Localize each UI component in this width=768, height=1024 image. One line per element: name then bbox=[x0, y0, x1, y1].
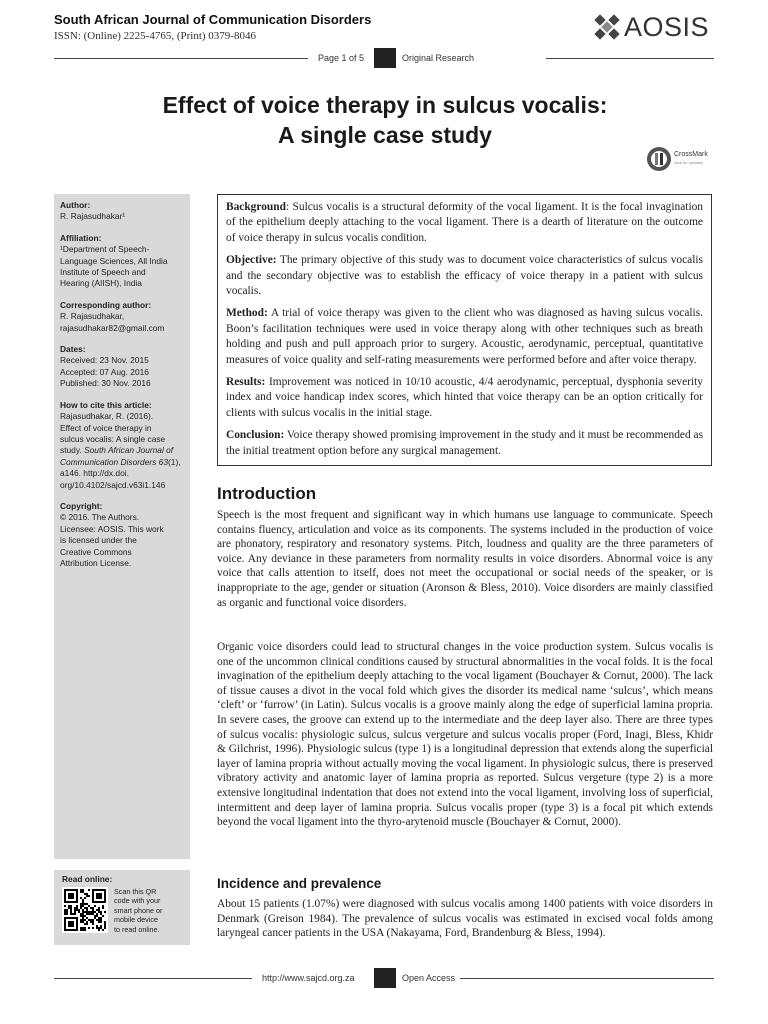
citation-doi[interactable]: (1), a146. http://dx.doi. org/10.4102/sajcd.v63i1.146 bbox=[60, 456, 181, 490]
footer-block bbox=[374, 968, 396, 988]
method-label: Method: bbox=[226, 307, 268, 320]
incidence-heading: Incidence and prevalence bbox=[217, 876, 382, 891]
journal-url[interactable]: http://www.sajcd.org.za bbox=[262, 973, 355, 983]
dates-text: Received: 23 Nov. 2015 Accepted: 07 Aug. 2016 Published: 30 Nov. 2016 bbox=[60, 355, 151, 389]
citation-journal: South African Journal of Communication Disorders 63 bbox=[60, 445, 174, 467]
conclusion-label: Conclusion: bbox=[226, 429, 285, 442]
conclusion-text: Voice therapy showed promising improvement in the study and it must be recommended as the initial treatment option before any surgical management. bbox=[226, 429, 703, 457]
dates-label: Dates: bbox=[60, 344, 86, 355]
read-online-box bbox=[54, 870, 190, 945]
affiliation-text: ¹Department of Speech- Language Sciences, All India Institute of Speech and Hearing (AIISH), India bbox=[60, 244, 168, 289]
citation-text bbox=[60, 411, 184, 491]
divider bbox=[54, 58, 308, 59]
divider bbox=[54, 978, 252, 979]
affiliation-block bbox=[60, 233, 184, 290]
affiliation-label: Affiliation: bbox=[60, 232, 102, 243]
page-header-bar bbox=[54, 48, 714, 68]
corresponding-block bbox=[60, 300, 184, 334]
abstract-box bbox=[217, 194, 712, 466]
read-online-text: Scan this QR code with your smart phone or mobile device to read online. bbox=[114, 887, 163, 934]
background-text: : Sulcus vocalis is a structural deformity of the vocal ligament. It is the focal invagination of the epithelium deeply attaching to the vocal ligament. There is a dearth of literature on the outcome of voice therapy in sulcus vocalis condition. bbox=[226, 201, 703, 244]
divider bbox=[546, 58, 714, 59]
page-number: Page 1 of 5 bbox=[318, 53, 365, 63]
read-online-label: Read online: bbox=[62, 874, 113, 884]
abstract-background bbox=[226, 200, 703, 246]
author-label: Author: bbox=[60, 200, 91, 210]
method-text: A trial of voice therapy was given to the client who was diagnosed as having sulcus vocalis. Boon’s facilitation techniques were used in voice therapy along with other techniques such as breath holding and push and pull approach prior to surgery. Acoustic, aerodynamic, perceptual, quantitative measures of voice quality and self-rating measurements were performed before and after voice therapy. bbox=[226, 307, 703, 366]
crossmark-badge[interactable] bbox=[646, 146, 708, 172]
abstract-conclusion bbox=[226, 428, 703, 459]
article-title: Effect of voice therapy in sulcus vocalis: A single case study bbox=[162, 92, 608, 148]
page-footer-bar bbox=[54, 968, 714, 988]
results-text: Improvement was noticed in 10/10 acoustic, 4/4 aerodynamic, perceptual, dysphonia severity index and voice handicap index scores, which hinted that voice therapy can be an option critically for clients with sulcus vocalis in the initial stage. bbox=[226, 376, 703, 419]
divider bbox=[460, 978, 714, 979]
journal-name: South African Journal of Communication Disorders bbox=[54, 12, 372, 27]
citation-before: Rajasudhakar, R. (2016). Effect of voice therapy in sulcus vocalis: A single case study. bbox=[60, 411, 166, 456]
objective-label: Objective: bbox=[226, 254, 277, 267]
corresponding-label: Corresponding author: bbox=[60, 299, 152, 310]
introduction-paragraph-2: Organic voice disorders could lead to structural changes in the voice production system. Sulcus vocalis is one of the uncommon clinical conditions caused by structural abnormalities in the vocal folds. It is the focal invagination of the epithelium deeply attaching to the vocal ligament (Bouchayer & Cornut, 2000). The lack of tissue causes a divot in the vocal fold which gives the disorder its medical name ‘sulcus’, which means ‘cleft’ or ‘furrow’ (in Latin). Sulcus vocalis is a groove mainly along the edge of superficial lamina propria. In severe cases, the groove can extend up to the intermediate and the deep layer also. There are three types of sulcus vocalis: physiologic sulcus, sulcus vergeture and sulcus vocalis proper (Ford, Inagi, Bless, Khidr & Gilchrist, 1996). Physiologic sulcus (type 1) is a longitudinal depression that extends along the superficial layer of lamina propria without actually moving the vocal ligament. In physiologic sulcus, there is preserved vibratory activity and anatomic layer of lamina propria as reported. Sulcus vergeture (type 2) is a more extensive longitudinal indentation that does not extend into the vocal ligament, involving loss of superficial, intermittent and deep layer of lamina propria. Sulcus vocalis proper (type 3) is a focal pit which extends beyond the vocal ligament into the thyro-arytenoid muscle (Bouchayer & Cornut, 2000). bbox=[217, 641, 713, 829]
abstract-results bbox=[226, 375, 703, 421]
author-block bbox=[60, 200, 184, 223]
incidence-paragraph: About 15 patients (1.07%) were diagnosed with sulcus vocalis among 1400 patients with voice disorders in Denmark (Greison 1984). The prevalence of sulcus vocalis was estimated in excised vocal folds among laryngeal cancer patients in the USA (Nakayama, Ford, Brandenburg & Bless, 1994). bbox=[217, 898, 713, 940]
qr-code-icon[interactable] bbox=[62, 887, 108, 933]
copyright-label: Copyright: bbox=[60, 500, 103, 511]
abstract-objective bbox=[226, 253, 703, 299]
aosis-logo-icon bbox=[594, 14, 620, 40]
abstract-method bbox=[226, 306, 703, 368]
publisher-logo bbox=[594, 13, 709, 41]
citation-label: How to cite this article: bbox=[60, 399, 152, 410]
issn: ISSN: (Online) 2225-4765, (Print) 0379-8046 bbox=[54, 30, 256, 42]
background-label: Background bbox=[226, 201, 286, 213]
author-name: R. Rajasudhakar¹ bbox=[60, 211, 126, 222]
corresponding-text[interactable]: R. Rajasudhakar, rajasudhakar82@gmail.com bbox=[60, 311, 165, 333]
introduction-paragraph-1: Speech is the most frequent and significant way in which humans use language to communicate. Speech contains fluency, articulation and voice as its components. The systems included in the production of voice are phonatory, respiratory and resonatory systems. Pitch, loudness and quality are the three parameters of voice. Any deviance in these parameters from normality results in voice disorders. Abnormal voice is any voice that calls attention to itself, does not meet the occupational or social needs of the speaker, or is inappropriate to the age, gender or situation (Aronson & Bless, 2010). Voice disorders are mainly classified as organic and functional voice disorders. bbox=[217, 509, 713, 609]
crossmark-label: CrossMark bbox=[674, 151, 708, 158]
citation-block bbox=[60, 400, 184, 491]
publisher-name: AOSIS bbox=[624, 11, 710, 42]
crossmark-icon bbox=[646, 146, 672, 172]
copyright-text: © 2016. The Authors. Licensee: AOSIS. This work is licensed under the Creative Commons Attribution License. bbox=[60, 512, 164, 568]
open-access-label: Open Access bbox=[402, 973, 456, 983]
objective-text: The primary objective of this study was to document voice characteristics of sulcus vocalis and the secondary objective was to establish the efficacy of voice therapy in a patient with sulcus vocalis. bbox=[226, 254, 703, 298]
crossmark-subtitle: click for updates bbox=[674, 160, 703, 165]
header-block bbox=[374, 48, 396, 68]
results-label: Results: bbox=[226, 376, 266, 389]
dates-block bbox=[60, 344, 184, 390]
article-type: Original Research bbox=[402, 53, 475, 63]
introduction-heading: Introduction bbox=[217, 484, 317, 503]
copyright-block bbox=[60, 501, 184, 569]
article-info-sidebar bbox=[54, 194, 190, 859]
